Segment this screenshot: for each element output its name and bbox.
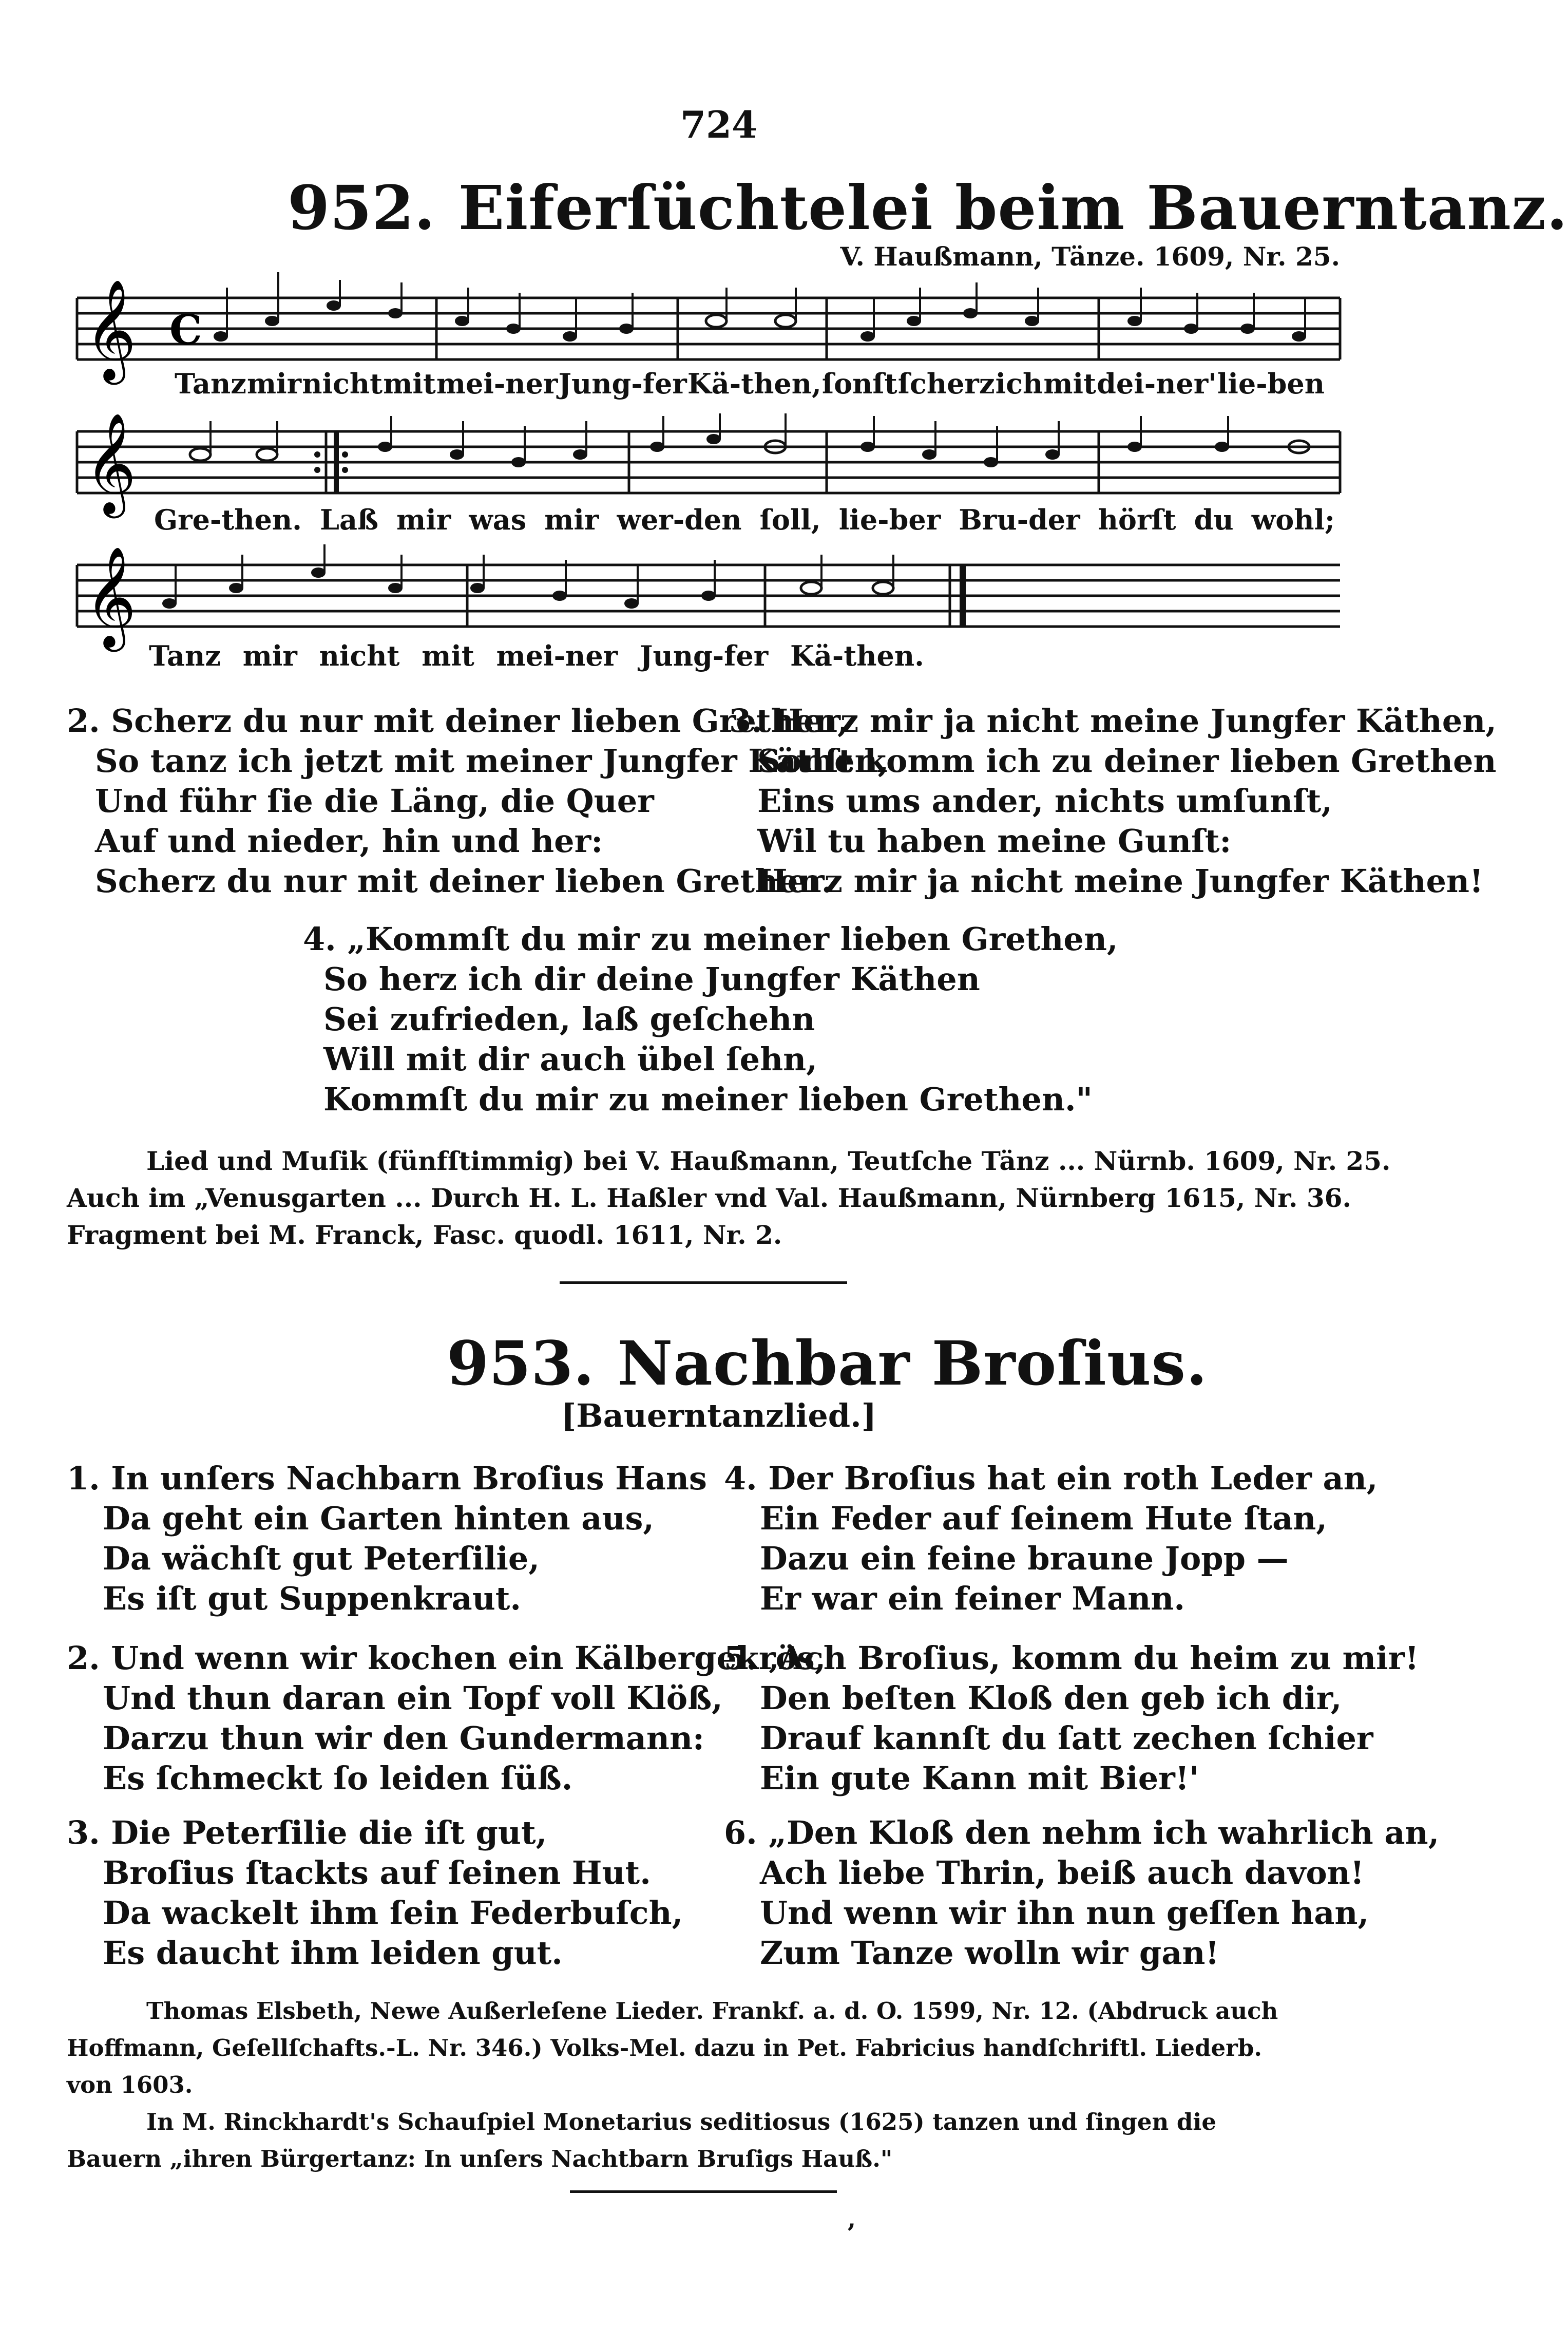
lyric-syllable: Kä-then. [790, 639, 924, 672]
verse-line: 3. Die Peterſilie die iſt gut, [67, 1814, 547, 1851]
verse-line: Scherz du nur mit deiner lieben Grethen. [95, 862, 833, 900]
lyric-syllable: Tanz [175, 367, 246, 400]
lyric-syllable: mit [383, 367, 436, 400]
song-953-subtitle: [Bauerntanzlied.] [561, 1397, 877, 1434]
lyrics-line-1 [175, 367, 1325, 400]
lyric-syllable: lie-ber [838, 503, 941, 536]
verse-line: Da wackelt ihm ſein Federbuſch, [103, 1894, 683, 1932]
music-staff-2 [67, 411, 1350, 514]
source-notes-953 [67, 1993, 1278, 2178]
lyric-syllable: lie-ben [1217, 367, 1325, 400]
verse-line: Ein gute Kann mit Bier!' [760, 1759, 1199, 1797]
song-953-title: Nachbar Broſius. [617, 1328, 1208, 1399]
verse-line: Zum Tanze wolln wir gan! [760, 1934, 1219, 1972]
lyric-syllable: Bru-der [959, 503, 1080, 536]
verse-line: Und wenn wir ihn nun geſſen han, [760, 1894, 1369, 1932]
lyric-syllable: mir [247, 367, 302, 400]
verse-line: Es ſchmeckt ſo leiden ſüß. [103, 1759, 573, 1797]
verse-953-4 [724, 1459, 1378, 1619]
lyrics-line-3 [149, 639, 924, 672]
lyrics-line-2 [154, 503, 1335, 536]
song-952-source: V. Haußmann, Tänze. 1609, Nr. 25. [840, 241, 1340, 272]
verse-line: Ein Feder auf ſeinem Hute ſtan, [760, 1500, 1327, 1537]
source-notes-952 [67, 1143, 1390, 1254]
song-953-heading [447, 1328, 1208, 1399]
verse-line: Den beſten Kloß den geb ich dir, [760, 1679, 1342, 1717]
verse-953-5 [724, 1638, 1419, 1799]
note-line: Lied und Muſik (fünfſtimmig) bei V. Haußmann, Teutſche Tänz ... Nürnb. 1609, Nr. 25. [146, 1146, 1391, 1176]
verse-line: Ach liebe Thrin, beiß auch davon! [760, 1854, 1365, 1891]
note-line: In M. Rinckhardt's Schauſpiel Monetarius seditiosus (1625) tanzen und ſingen die [146, 2108, 1217, 2135]
verse-line: Wil tu haben meine Gunſt: [757, 822, 1232, 860]
verse-line: Sei zufrieden, laß geſchehn [323, 1000, 815, 1038]
lyric-syllable: mir [396, 503, 451, 536]
verse-line: So herz ich dir deine Jungfer Käthen [323, 960, 980, 998]
lyric-syllable: Jung-fer [558, 367, 687, 400]
verse-line: Eins ums ander, nichts umſunſt, [757, 782, 1332, 820]
svg-text:C: C [169, 306, 202, 354]
lyric-syllable: du [1194, 503, 1234, 536]
lyric-syllable: mei-ner [436, 367, 558, 400]
note-line: Fragment bei M. Franck, Fasc. quodl. 1611, Nr. 2. [67, 1220, 782, 1250]
song-952-heading [288, 172, 1568, 243]
verse-line: 1. In unſers Nachbarn Broſius Hans [67, 1460, 707, 1497]
verse-953-3 [67, 1813, 683, 1973]
lyric-syllable: ich [995, 367, 1043, 400]
verse-line: Und thun daran ein Topf voll Klöß, [103, 1679, 723, 1717]
verse-line: 3. Herz mir ja nicht meine Jungfer Käthen, [729, 702, 1497, 740]
verse-line: 6. „Den Kloß den nehm ich wahrlich an, [724, 1814, 1440, 1851]
note-line: Bauern „ihren Bürgertanz: In unſers Nachtbarn Bruſigs Hauß." [67, 2145, 893, 2172]
footer-mark: ‚ [847, 2203, 856, 2234]
verse-line: Will mit dir auch übel ſehn, [323, 1040, 817, 1078]
verse-line: Kommſt du mir zu meiner lieben Grethen." [323, 1081, 1093, 1118]
verse-952-3 [729, 701, 1497, 901]
lyric-syllable: Laß [320, 503, 379, 536]
verse-953-2 [67, 1638, 826, 1799]
svg-text:𝄞: 𝄞 [85, 279, 137, 381]
note-line: Auch im „Venusgarten ... Durch H. L. Haßler vnd Val. Haußmann, Nürnberg 1615, Nr. 36. [67, 1183, 1351, 1213]
lyric-syllable: mir [544, 503, 599, 536]
verse-line: Broſius ſtackts auf ſeinen Hut. [103, 1854, 651, 1891]
note-line: Thomas Elsbeth, Newe Außerleſene Lieder. Frankf. a. d. O. 1599, Nr. 12. (Abdruck auch [146, 1997, 1278, 2024]
note-line: Hoffmann, Geſellſchafts.-L. Nr. 346.) Volks-Mel. dazu in Pet. Fabricius handſchriftl. Liederb. [67, 2034, 1262, 2061]
verse-line: Auf und nieder, hin und her: [95, 822, 603, 860]
lyric-syllable: mit [1043, 367, 1096, 400]
verse-line: Dazu ein feine braune Jopp — [760, 1540, 1289, 1577]
lyric-syllable: Jung-fer [639, 639, 769, 672]
verse-line: Und führ ſie die Läng, die Quer [95, 782, 654, 820]
verse-line: Herz mir ja nicht meine Jungfer Käthen! [757, 862, 1484, 900]
svg-text:𝄞: 𝄞 [85, 412, 137, 514]
verse-953-6 [724, 1813, 1439, 1973]
section-divider [560, 1281, 847, 1284]
footer-divider [570, 2190, 837, 2193]
lyric-syllable: ſoll, [759, 503, 821, 536]
note-line: von 1603. [67, 2071, 193, 2098]
page-number: 724 [680, 103, 758, 146]
lyric-syllable: was [469, 503, 527, 536]
verse-line: 2. Scherz du nur mit deiner lieben Grethen, [67, 702, 849, 740]
verse-line: 5. ‚Ach Broſius, komm du heim zu mir! [724, 1639, 1419, 1677]
song-953-number: 953. [447, 1328, 595, 1399]
lyric-syllable: Tanz [149, 639, 221, 672]
lyric-syllable: wohl; [1251, 503, 1335, 536]
song-952-number: 952. [288, 172, 435, 243]
lyric-syllable: ſonſt [821, 367, 897, 400]
lyric-syllable: mir [242, 639, 297, 672]
lyric-syllable: ſcherz [897, 367, 995, 400]
verse-line: Da geht ein Garten hinten aus, [103, 1500, 655, 1537]
lyric-syllable: mei-ner [496, 639, 618, 672]
verse-line: Es daucht ihm leiden gut. [103, 1934, 563, 1972]
lyric-syllable: nicht [319, 639, 400, 672]
verse-line: 4. „Kommſt du mir zu meiner lieben Grethen, [303, 920, 1118, 958]
verse-line: So tanz ich jetzt mit meiner Jungfer Käthen, [95, 742, 889, 780]
verse-line: Darzu thun wir den Gundermann: [103, 1719, 704, 1757]
verse-line: 4. Der Broſius hat ein roth Leder an, [724, 1460, 1378, 1497]
verse-line: Da wächſt gut Peterſilie, [103, 1540, 540, 1577]
lyric-syllable: nicht [302, 367, 383, 400]
verse-953-1 [67, 1459, 707, 1619]
verse-line: Er war ein feiner Mann. [760, 1580, 1185, 1617]
verse-line: Sonſt komm ich zu deiner lieben Grethen [757, 742, 1497, 780]
svg-text:𝄞: 𝄞 [85, 546, 137, 648]
verse-line: 2. Und wenn wir kochen ein Kälbergekrös, [67, 1639, 826, 1677]
lyric-syllable: wer-den [617, 503, 742, 536]
music-staff-3 [67, 544, 1350, 647]
music-staff-1 [67, 277, 1350, 380]
verse-line: Es iſt gut Suppenkraut. [103, 1580, 522, 1617]
lyric-syllable: mit [422, 639, 474, 672]
lyric-syllable: Gre-then. [154, 503, 302, 536]
verse-line: Drauf kannſt du ſatt zechen ſchier [760, 1719, 1373, 1757]
lyric-syllable: hörſt [1098, 503, 1176, 536]
verse-952-4 [303, 919, 1118, 1120]
lyric-syllable: dei-ner' [1097, 367, 1217, 400]
lyric-syllable: Kä-then, [687, 367, 821, 400]
song-952-title: Eiferſüchtelei beim Bauerntanz. [458, 172, 1568, 243]
